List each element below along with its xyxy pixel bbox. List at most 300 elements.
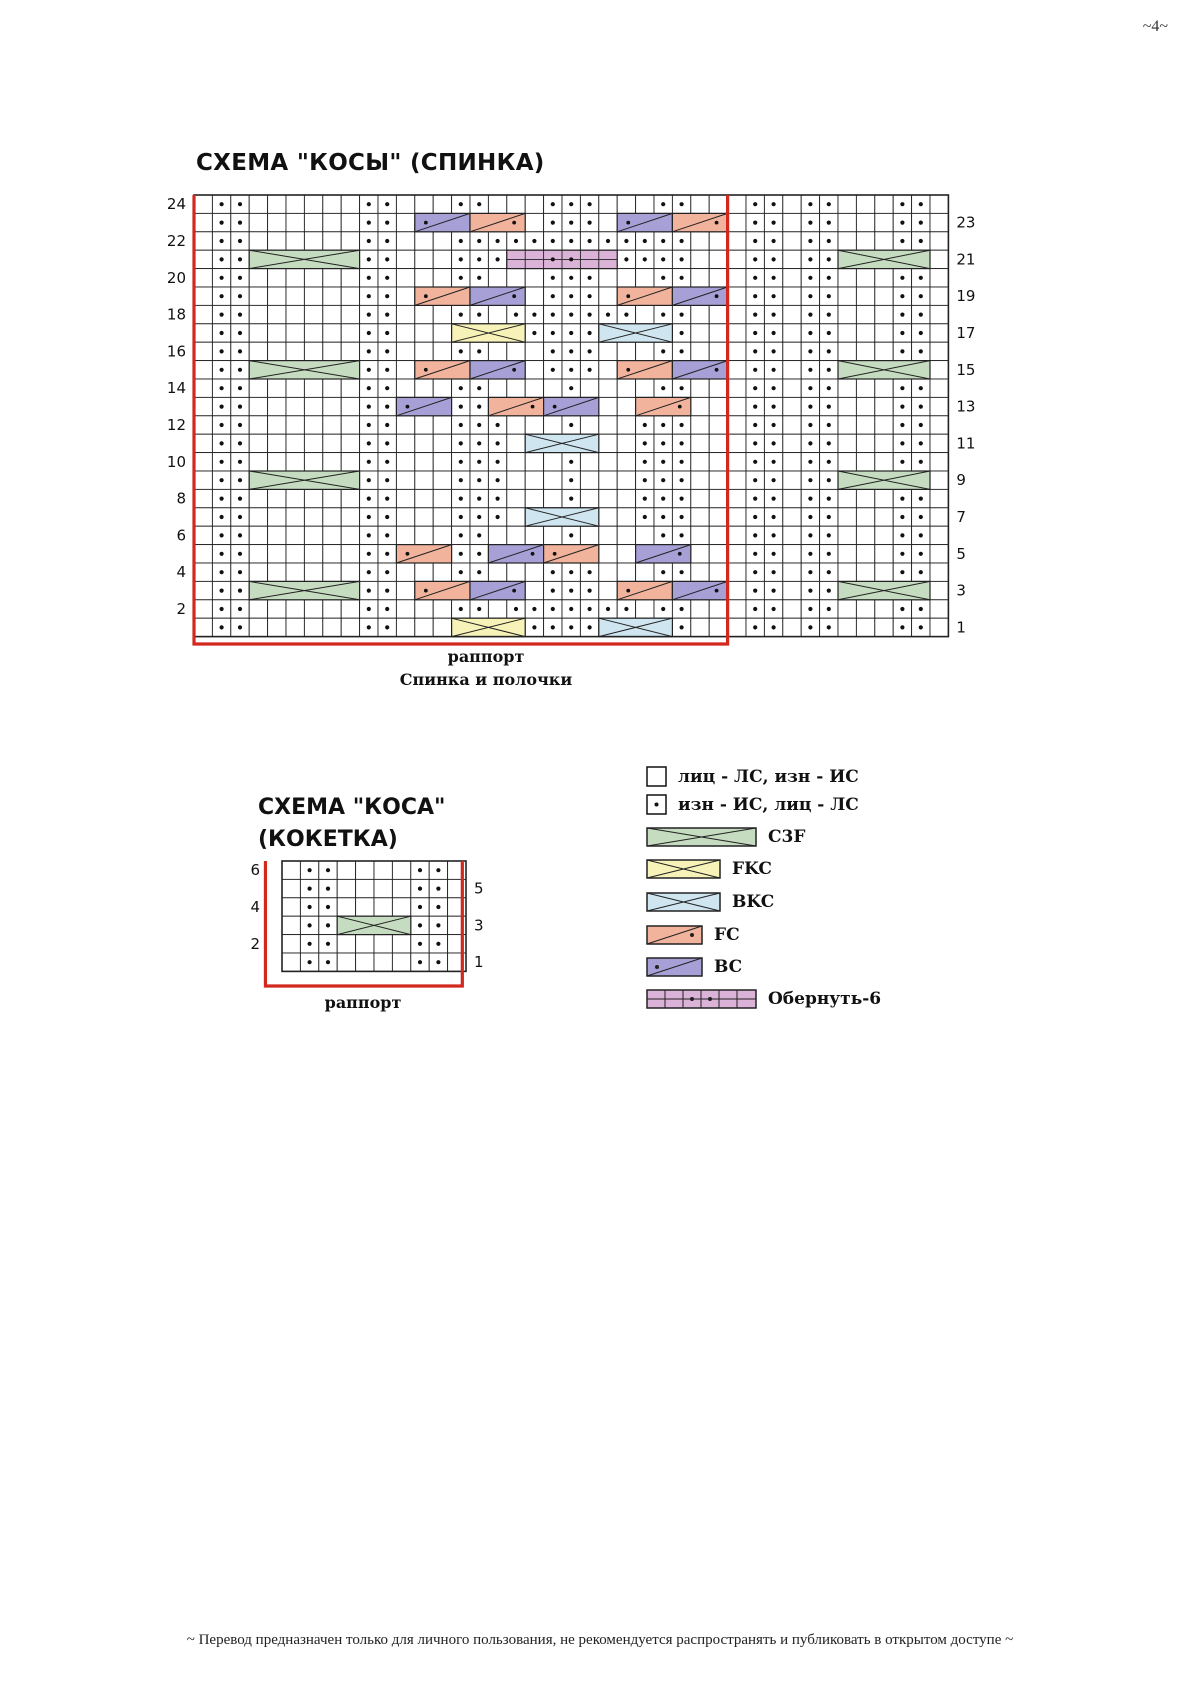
stitch-cell [268, 453, 286, 471]
stitch-cell [194, 416, 212, 434]
stitch-cell [304, 434, 322, 452]
purl-dot [385, 294, 389, 298]
stitch-cell [488, 526, 506, 544]
stitch-cell [415, 618, 433, 636]
purl-dot [900, 331, 904, 335]
stitch-cell [783, 600, 801, 618]
stitch-cell [930, 416, 948, 434]
purl-dot [385, 497, 389, 501]
row-number-odd: 3 [474, 916, 484, 935]
stitch-cell [838, 287, 856, 305]
purl-dot [385, 441, 389, 445]
stitch-cell [194, 397, 212, 415]
stitch-cell [728, 397, 746, 415]
stitch-cell [286, 508, 304, 526]
purl-dot [772, 497, 776, 501]
stitch-cell [268, 269, 286, 287]
purl-dot [772, 515, 776, 519]
purl-dot [220, 276, 224, 280]
stitch-cell [286, 342, 304, 360]
purl-dot [772, 239, 776, 243]
purl-dot [680, 533, 684, 537]
stitch-cell [433, 453, 451, 471]
purl-dot [238, 497, 242, 501]
stitch-cell [691, 250, 709, 268]
purl-dot [308, 868, 312, 872]
stitch-cell [268, 232, 286, 250]
purl-dot [680, 386, 684, 390]
stitch-cell [249, 324, 267, 342]
row-number-odd: 9 [956, 471, 966, 490]
stitch-cell [544, 416, 562, 434]
purl-dot [919, 497, 923, 501]
cable-bc-icon [646, 956, 704, 978]
stitch-cell [728, 600, 746, 618]
cable-back [396, 545, 451, 563]
purl-dot [606, 607, 610, 611]
row-number-even: 14 [166, 379, 186, 398]
stitch-cell [341, 545, 359, 563]
stitch-cell [783, 232, 801, 250]
cable-cross [452, 618, 526, 636]
purl-dot [772, 589, 776, 593]
purl-dot [624, 313, 628, 317]
stitch-cell [249, 618, 267, 636]
cable-back [617, 581, 672, 599]
legend-item-purl [646, 794, 859, 816]
purl-dot [772, 202, 776, 206]
purl-dot [808, 368, 812, 372]
stitch-cell [323, 287, 341, 305]
stitch-cell [580, 416, 598, 434]
stitch-cell [709, 434, 727, 452]
stitch-cell [392, 861, 410, 879]
stitch-cell [374, 898, 392, 916]
purl-dot [326, 942, 330, 946]
purl-dot [385, 423, 389, 427]
purl-dot [326, 868, 330, 872]
main-chart-caption: Спинка и полочки [399, 670, 573, 689]
purl-dot [569, 313, 573, 317]
stitch-cell [709, 379, 727, 397]
stitch-cell [341, 324, 359, 342]
cable-wrap [507, 250, 617, 268]
cable-front [636, 397, 691, 415]
purl-dot [827, 405, 831, 409]
purl-dot [220, 607, 224, 611]
stitch-cell [433, 269, 451, 287]
stitch-cell [323, 324, 341, 342]
purl-dot [569, 386, 573, 390]
purl-dot [238, 533, 242, 537]
purl-dot [661, 515, 665, 519]
stitch-cell [691, 563, 709, 581]
purl-dot [385, 570, 389, 574]
stitch-cell [396, 305, 414, 323]
purl-dot [238, 570, 242, 574]
stitch-cell [709, 600, 727, 618]
row-number-even: 18 [166, 305, 186, 324]
stitch-cell [249, 397, 267, 415]
stitch-cell [636, 600, 654, 618]
stitch-cell [856, 489, 874, 507]
stitch-cell [396, 287, 414, 305]
stitch-cell [709, 526, 727, 544]
stitch-cell [415, 508, 433, 526]
purl-dot [772, 441, 776, 445]
purl-dot [418, 960, 422, 964]
stitch-cell [249, 213, 267, 231]
purl-dot [772, 276, 776, 280]
stitch-cell [268, 545, 286, 563]
stitch-cell [304, 618, 322, 636]
purl-dot [496, 478, 500, 482]
stitch-cell [838, 397, 856, 415]
row-number-even: 4 [176, 563, 186, 582]
purl-dot [772, 552, 776, 556]
stitch-cell [875, 305, 893, 323]
purl-dot [569, 607, 573, 611]
purl-dot [680, 239, 684, 243]
stitch-cell [507, 453, 525, 471]
stitch-cell [396, 434, 414, 452]
purl-dot [569, 497, 573, 501]
purl-dot [477, 202, 481, 206]
stitch-cell [194, 287, 212, 305]
stitch-cell [415, 195, 433, 213]
stitch-cell [304, 213, 322, 231]
purl-dot [588, 625, 592, 629]
stitch-cell [268, 416, 286, 434]
stitch-cell [249, 342, 267, 360]
purl-dot [220, 423, 224, 427]
purl-dot [459, 515, 463, 519]
purl-dot [661, 497, 665, 501]
stitch-cell [783, 618, 801, 636]
stitch-cell [194, 434, 212, 452]
purl-dot [220, 313, 224, 317]
stitch-cell [691, 434, 709, 452]
stitch-cell [783, 305, 801, 323]
cable-front [672, 213, 727, 231]
purl-dot [459, 552, 463, 556]
purl-dot [459, 349, 463, 353]
purl-dot [220, 257, 224, 261]
stitch-cell [838, 453, 856, 471]
purl-dot [753, 368, 757, 372]
stitch-cell [323, 269, 341, 287]
legend-item-fc [646, 924, 740, 946]
purl-dot [772, 423, 776, 427]
purl-dot [477, 386, 481, 390]
purl-dot [367, 589, 371, 593]
purl-dot [459, 607, 463, 611]
purl-dot [436, 942, 440, 946]
purl-dot [569, 478, 573, 482]
stitch-cell [341, 232, 359, 250]
purl-dot [308, 923, 312, 927]
stitch-cell [356, 935, 374, 953]
stitch-cell [249, 379, 267, 397]
purl-dot [588, 570, 592, 574]
stitch-cell [249, 526, 267, 544]
purl-dot [588, 349, 592, 353]
purl-dot [551, 349, 555, 353]
main-chart-grid [194, 195, 948, 644]
stitch-cell [323, 489, 341, 507]
stitch-cell [268, 508, 286, 526]
stitch-cell [856, 416, 874, 434]
purl-dot [919, 570, 923, 574]
purl-dot [477, 497, 481, 501]
cable-cross [599, 324, 673, 342]
stitch-cell [783, 526, 801, 544]
cable-back [617, 287, 672, 305]
stitch-cell [341, 269, 359, 287]
stitch-cell [507, 508, 525, 526]
purl-dot [680, 570, 684, 574]
stitch-cell [194, 526, 212, 544]
stitch-cell [617, 397, 635, 415]
stitch-cell [286, 232, 304, 250]
stitch-cell [930, 434, 948, 452]
purl-dot [588, 221, 592, 225]
purl-dot [238, 589, 242, 593]
stitch-cell [396, 471, 414, 489]
purl-dot [569, 349, 573, 353]
purl-dot [808, 405, 812, 409]
stitch-cell [838, 416, 856, 434]
purl-dot [808, 589, 812, 593]
legend-item-c3f [646, 826, 805, 848]
stitch-cell [783, 581, 801, 599]
purl-dot [680, 331, 684, 335]
stitch-cell [930, 489, 948, 507]
row-number-even: 6 [176, 526, 186, 545]
stitch-cell [304, 416, 322, 434]
cable-back [544, 397, 599, 415]
purl-dot [367, 460, 371, 464]
stitch-cell [838, 434, 856, 452]
purl-dot [569, 589, 573, 593]
purl-dot [808, 515, 812, 519]
stitch-cell [544, 526, 562, 544]
legend-label-bkc: BKC [732, 892, 775, 912]
purl-dot [900, 294, 904, 298]
stitch-cell [323, 342, 341, 360]
wrap-six-icon [646, 988, 758, 1010]
purl-dot [827, 331, 831, 335]
purl-dot [477, 607, 481, 611]
purl-dot [551, 331, 555, 335]
purl-dot [827, 497, 831, 501]
stitch-cell [875, 453, 893, 471]
stitch-cell [838, 600, 856, 618]
stitch-cell [617, 526, 635, 544]
purl-dot [496, 257, 500, 261]
stitch-cell [304, 545, 322, 563]
stitch-cell [599, 269, 617, 287]
purl-dot [606, 239, 610, 243]
purl-dot [477, 460, 481, 464]
stitch-cell [286, 453, 304, 471]
small-chart-grid [265, 861, 466, 986]
stitch-cell [356, 898, 374, 916]
stitch-cell [599, 397, 617, 415]
purl-dot [569, 239, 573, 243]
stitch-cell [286, 305, 304, 323]
legend-item-wrap6 [646, 988, 881, 1010]
stitch-cell [194, 269, 212, 287]
stitch-cell [415, 342, 433, 360]
stitch-cell [691, 489, 709, 507]
stitch-cell [433, 250, 451, 268]
purl-dot [385, 386, 389, 390]
purl-dot [367, 221, 371, 225]
stitch-cell [856, 195, 874, 213]
stitch-cell [341, 213, 359, 231]
stitch-cell [856, 379, 874, 397]
purl-dot [827, 570, 831, 574]
stitch-cell [337, 898, 355, 916]
purl-dot [220, 405, 224, 409]
stitch-cell [433, 600, 451, 618]
stitch-cell [783, 434, 801, 452]
cable-cross [838, 250, 930, 268]
stitch-cell [268, 563, 286, 581]
stitch-cell [194, 563, 212, 581]
stitch-cell [249, 545, 267, 563]
stitch-cell [709, 397, 727, 415]
cable-cross [838, 581, 930, 599]
stitch-cell [194, 453, 212, 471]
purl-dot [919, 331, 923, 335]
purl-dot [514, 313, 518, 317]
stitch-cell [488, 600, 506, 618]
stitch-cell [930, 287, 948, 305]
row-number-odd: 23 [956, 213, 976, 232]
stitch-cell [268, 379, 286, 397]
purl-dot [900, 460, 904, 464]
purl-dot [900, 607, 904, 611]
stitch-cell [599, 526, 617, 544]
purl-dot [385, 368, 389, 372]
purl-dot [326, 960, 330, 964]
purl-dot [385, 239, 389, 243]
purl-dot [661, 423, 665, 427]
purl-dot [753, 239, 757, 243]
purl-dot [477, 570, 481, 574]
stitch-cell [433, 434, 451, 452]
stitch-cell [580, 471, 598, 489]
stitch-cell [617, 453, 635, 471]
purl-dot [459, 497, 463, 501]
purl-dot [459, 441, 463, 445]
purl-dot [367, 515, 371, 519]
purl-dot [220, 570, 224, 574]
purl-dot [385, 313, 389, 317]
purl-dot [919, 533, 923, 537]
purl-dot [900, 239, 904, 243]
purl-dot [385, 257, 389, 261]
stitch-cell [304, 195, 322, 213]
stitch-cell [838, 324, 856, 342]
purl-dot [385, 405, 389, 409]
stitch-cell [396, 361, 414, 379]
purl-dot [220, 441, 224, 445]
stitch-cell [691, 618, 709, 636]
stitch-cell [249, 453, 267, 471]
stitch-cell [875, 324, 893, 342]
purl-dot [588, 276, 592, 280]
stitch-cell [875, 508, 893, 526]
stitch-cell [691, 269, 709, 287]
purl-dot [661, 349, 665, 353]
stitch-cell [323, 563, 341, 581]
stitch-cell [374, 879, 392, 897]
purl-dot [827, 460, 831, 464]
cable-cross [249, 581, 359, 599]
row-number-odd: 1 [956, 618, 966, 637]
purl-dot [900, 405, 904, 409]
purl-dot [827, 533, 831, 537]
purl-dot [459, 386, 463, 390]
purl-dot [753, 276, 757, 280]
stitch-cell [415, 232, 433, 250]
stitch-cell [304, 269, 322, 287]
purl-dot [753, 515, 757, 519]
stitch-cell [838, 342, 856, 360]
purl-dot [385, 607, 389, 611]
purl-dot [588, 607, 592, 611]
purl-dot [753, 331, 757, 335]
stitch-cell [415, 416, 433, 434]
purl-dot [680, 478, 684, 482]
purl-dot [367, 331, 371, 335]
stitch-cell [194, 545, 212, 563]
purl-dot [900, 386, 904, 390]
stitch-cell [304, 232, 322, 250]
purl-dot [326, 905, 330, 909]
stitch-cell [525, 563, 543, 581]
stitch-cell [691, 195, 709, 213]
purl-dot [551, 570, 555, 574]
cable-back [396, 397, 451, 415]
purl-dot [459, 202, 463, 206]
stitch-cell [728, 618, 746, 636]
stitch-cell [304, 526, 322, 544]
stitch-cell [323, 305, 341, 323]
stitch-cell [617, 471, 635, 489]
stitch-cell [323, 379, 341, 397]
stitch-cell [341, 508, 359, 526]
purl-dot [808, 257, 812, 261]
purl-dot [569, 570, 573, 574]
stitch-cell [709, 563, 727, 581]
row-number-odd: 5 [956, 544, 966, 563]
purl-dot [827, 478, 831, 482]
stitch-cell [488, 269, 506, 287]
stitch-cell [323, 232, 341, 250]
stitch-cell [525, 342, 543, 360]
stitch-cell [415, 453, 433, 471]
stitch-cell [323, 434, 341, 452]
stitch-cell [599, 471, 617, 489]
purl-dot [220, 221, 224, 225]
cable-cross [337, 916, 411, 934]
stitch-cell [341, 526, 359, 544]
purl-dot [238, 625, 242, 629]
